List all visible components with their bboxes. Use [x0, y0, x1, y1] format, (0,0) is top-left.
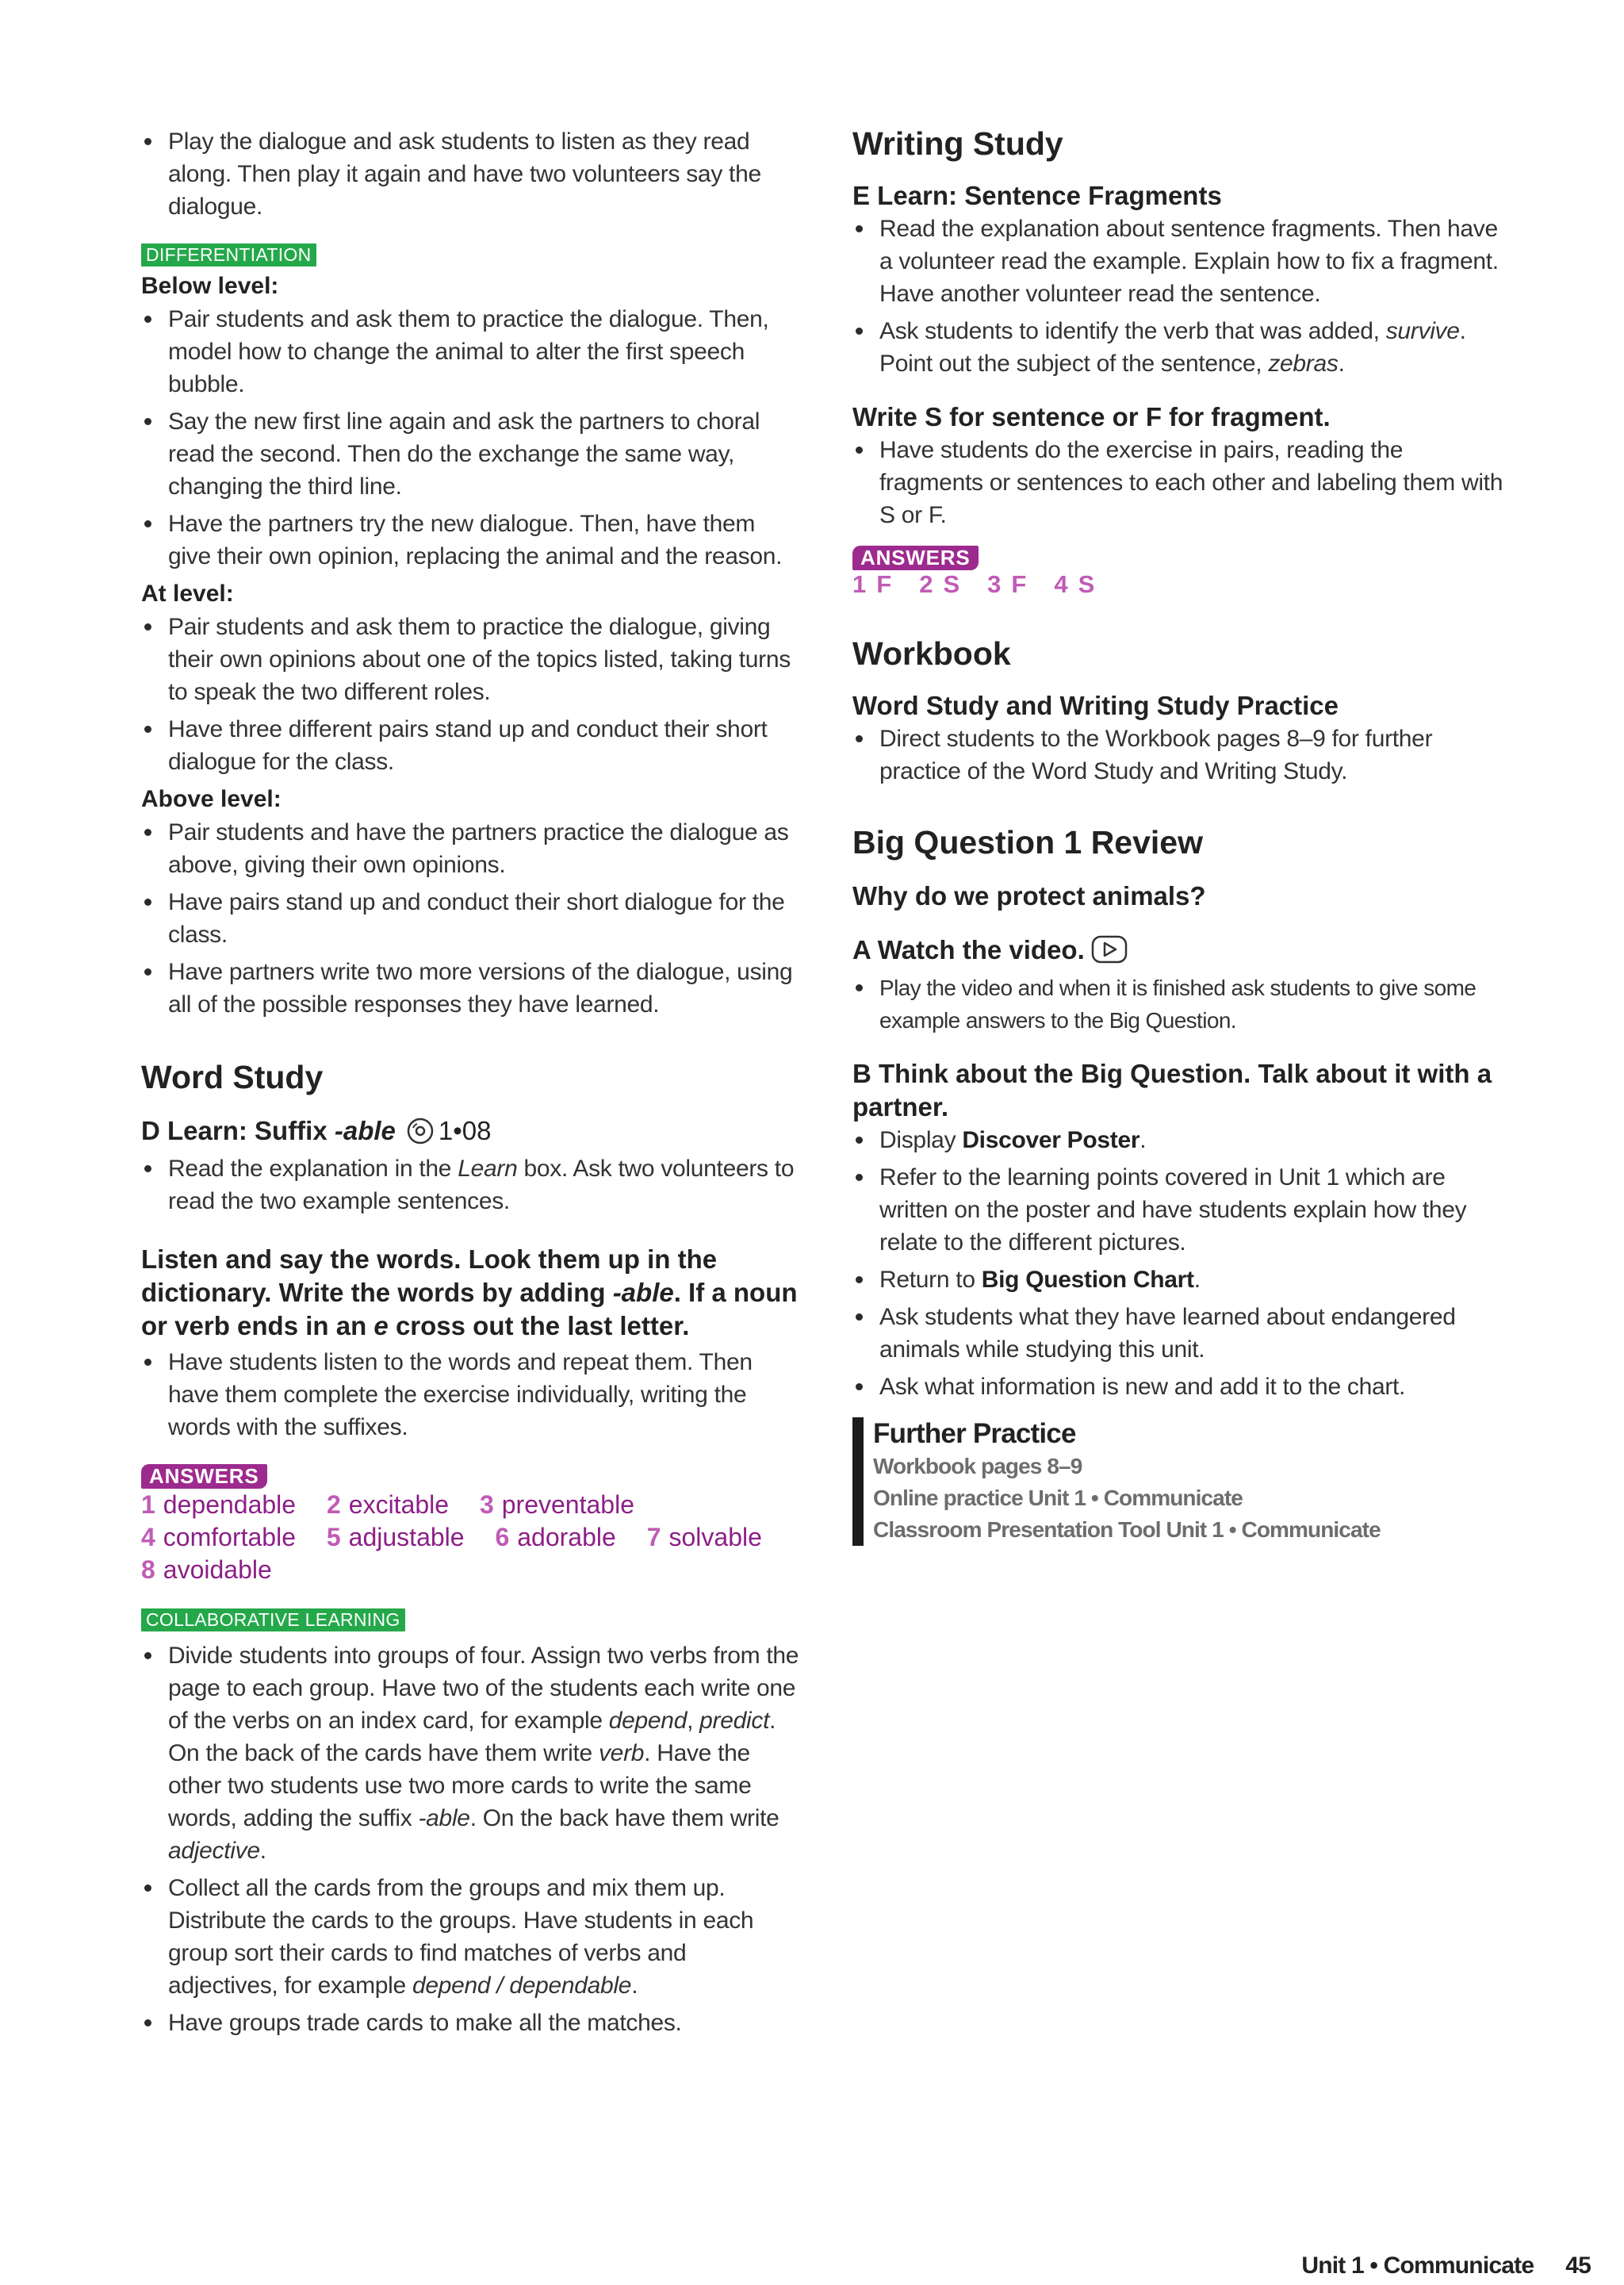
collab-list: [141, 1639, 799, 2039]
page-number: 45: [1565, 2252, 1591, 2279]
below-level-heading: Below level:: [141, 273, 279, 299]
video-play-icon[interactable]: [1091, 935, 1128, 972]
b-list: [852, 1124, 1511, 1403]
d-list: [141, 1152, 799, 1217]
above-level-heading: Above level:: [141, 786, 282, 812]
review-title: Big Question 1 Review: [852, 824, 1203, 861]
right-column: [852, 125, 1511, 1546]
list-item: Pair students and ask them to practice the dialogue. Then, model how to change the animal to alter the first speech bubble.: [141, 303, 799, 401]
e-list: [852, 213, 1511, 380]
collaborative-learning-tag: COLLABORATIVE LEARNING: [141, 1608, 405, 1631]
a-heading: A Watch the video.: [852, 934, 1511, 972]
at-level-list: [141, 611, 799, 778]
collab-tag-wrap: [141, 1608, 799, 1631]
further-practice-box: [852, 1417, 1511, 1546]
further-practice-line: Classroom Presentation Tool Unit 1 • Communicate: [873, 1517, 1381, 1542]
list-item: Read the explanation in the Learn box. Ask two volunteers to read the two example sentences.: [141, 1152, 799, 1217]
list-item: Refer to the learning points covered in Unit 1 which are written on the poster and have students explain how they relate to the different pictures.: [852, 1161, 1511, 1259]
list-item: Have students do the exercise in pairs, reading the fragments or sentences to each other and labeling them with S or F.: [852, 434, 1511, 531]
left-column: [141, 125, 799, 2044]
intro-list: [141, 125, 799, 223]
list-item: Ask students what they have learned about endangered animals while studying this unit.: [852, 1301, 1511, 1366]
list-item: Have pairs stand up and conduct their short dialogue for the class.: [141, 886, 799, 951]
list-item: Direct students to the Workbook pages 8–9 for further practice of the Word Study and Writing Study.: [852, 723, 1511, 788]
write-heading: Write S for sentence or F for fragment.: [852, 402, 1331, 431]
d-heading: D Learn: Suffix -able 1•08: [141, 1114, 799, 1152]
list-item: Display Discover Poster.: [852, 1124, 1511, 1156]
workbook-title: Workbook: [852, 635, 1011, 672]
list-item: Collect all the cards from the groups and mix them up. Distribute the cards to the groups. Have students in each group sort their cards to find matches of verbs and adjectives, for example depend / dependable.: [141, 1872, 799, 2002]
audio-cd-icon[interactable]: [407, 1118, 434, 1152]
list-item: Play the video and when it is finished ask students to give some example answers to the Big Question.: [852, 972, 1511, 1037]
list-item: Have partners write two more versions of the dialogue, using all of the possible responses they have learned.: [141, 956, 799, 1021]
list-item: Divide students into groups of four. Assign two verbs from the page to each group. Have two of the students each write one of the verbs on an index card, for example depend, predict. On the back of the cards have them write verb. Have the other two students use two more cards to write the same words, adding the suffix -able. On the back have them write adjective.: [141, 1639, 799, 1867]
list-item: Have students listen to the words and repeat them. Then have them complete the exercise individually, writing the words with the suffixes.: [141, 1346, 799, 1443]
list-item: Ask students to identify the verb that was added, survive. Point out the subject of the sentence, zebras.: [852, 315, 1511, 380]
list-item: Ask what information is new and add it to the chart.: [852, 1371, 1511, 1403]
answers-row-2: 4 comfortable 5 adjustable 6 adorable 7 solvable: [141, 1523, 762, 1551]
differentiation-tag-wrap: [141, 243, 799, 266]
list-item: Pair students and ask them to practice the dialogue, giving their own opinions about one of the topics listed, taking turns to speak the two different roles.: [141, 611, 799, 708]
answers-tag-wrap: [141, 1464, 799, 1489]
answers-row: 1 F 2 S 3 F 4 S: [852, 570, 1096, 598]
answers-tag: ANSWERS: [141, 1464, 267, 1489]
list-item: Return to Big Question Chart.: [852, 1263, 1511, 1296]
list-item: Have three different pairs stand up and conduct their short dialogue for the class.: [141, 713, 799, 778]
listen-list: [141, 1346, 799, 1443]
further-practice-line: Workbook pages 8–9: [873, 1454, 1082, 1478]
e-heading: E Learn: Sentence Fragments: [852, 181, 1222, 210]
workbook-list: [852, 723, 1511, 788]
answers-tag: ANSWERS: [852, 546, 979, 570]
list-item: Have the partners try the new dialogue. Then, have them give their own opinion, replacing the animal and the reason.: [141, 508, 799, 573]
answers-tag-wrap: [852, 546, 1511, 570]
above-level-list: [141, 816, 799, 1021]
list-item: Play the dialogue and ask students to listen as they read along. Then play it again and have two volunteers say the dialogue.: [141, 125, 799, 223]
footer-unit: Unit 1 • Communicate: [1301, 2252, 1534, 2279]
a-list: [852, 972, 1511, 1037]
list-item: Say the new first line again and ask the partners to choral read the second. Then do the exchange the same way, changing the third line.: [141, 405, 799, 503]
answers-row-3: 8 avoidable: [141, 1555, 272, 1584]
list-item: Read the explanation about sentence fragments. Then have a volunteer read the example. Explain how to fix a fragment. Have another volunteer read the sentence.: [852, 213, 1511, 310]
writing-study-title: Writing Study: [852, 125, 1063, 162]
review-question: Why do we protect animals?: [852, 881, 1206, 911]
write-list: [852, 434, 1511, 531]
word-study-title: Word Study: [141, 1059, 324, 1095]
further-practice-title: Further Practice: [873, 1418, 1076, 1449]
suffix-able: -able: [334, 1116, 396, 1145]
at-level-heading: At level:: [141, 581, 234, 607]
b-heading: B Think about the Big Question. Talk about it with a partner.: [852, 1059, 1492, 1121]
further-practice-line: Online practice Unit 1 • Communicate: [873, 1486, 1243, 1510]
track-number: 1•08: [438, 1116, 492, 1145]
below-level-list: [141, 303, 799, 573]
differentiation-tag: DIFFERENTIATION: [141, 243, 316, 266]
list-item: Pair students and have the partners practice the dialogue as above, giving their own opinions.: [141, 816, 799, 881]
answers-row-1: 1 dependable 2 excitable 3 preventable: [141, 1490, 634, 1519]
page-footer: [1301, 2252, 1591, 2279]
list-item: Have groups trade cards to make all the matches.: [141, 2007, 799, 2039]
listen-heading: Listen and say the words. Look them up in the dictionary. Write the words by adding -able. If a noun or verb ends in an e cross out the last letter.: [141, 1244, 798, 1340]
workbook-subheading: Word Study and Writing Study Practice: [852, 691, 1339, 720]
